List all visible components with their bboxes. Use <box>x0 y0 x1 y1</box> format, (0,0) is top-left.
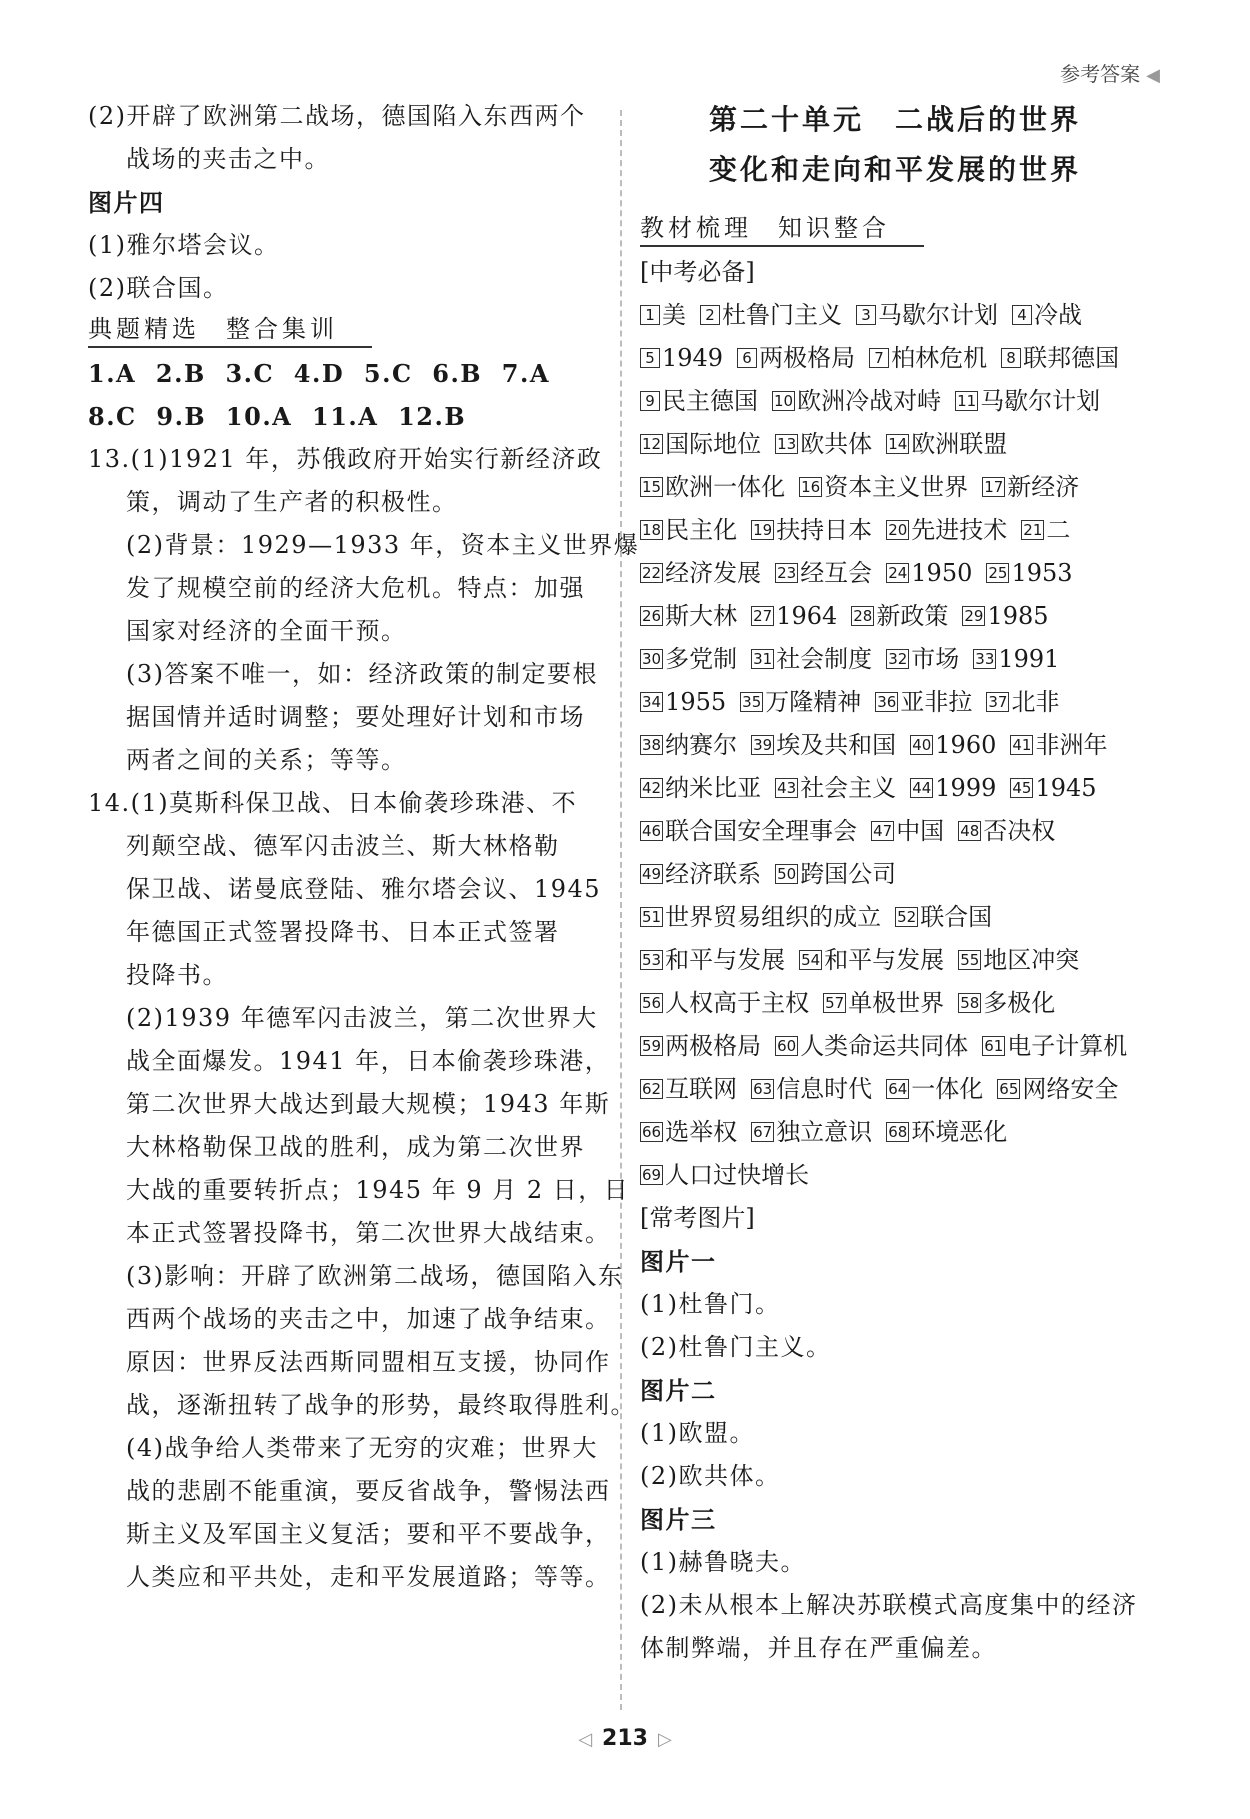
answer-text: 1991 <box>998 645 1060 673</box>
answer-number-box: 46 <box>642 822 662 840</box>
answer-item <box>856 294 998 337</box>
text-line: 体制弊端，并且存在严重偏差。 <box>640 1634 997 1662</box>
answer-number-box: 37 <box>988 693 1008 711</box>
text-line: 国家对经济的全面干预。 <box>126 617 407 645</box>
answer-item <box>751 595 837 638</box>
unit-title-line-1: 第二十单元 二战后的世界 <box>708 103 1081 136</box>
answer-item <box>640 466 785 509</box>
text-line: (2)开辟了欧洲第二战场，德国陷入东西两个 <box>88 102 586 130</box>
section-heading-b: 知识整合 <box>778 214 890 242</box>
answer-text: 电子计算机 <box>1007 1032 1128 1060</box>
page-header <box>1060 58 1160 87</box>
answer-text: 纳赛尔 <box>665 731 738 759</box>
answer-number-box: 44 <box>912 779 932 797</box>
answer-number-box: 53 <box>642 951 662 969</box>
answer-text: 非洲年 <box>1035 731 1108 759</box>
answer-number-box: 68 <box>888 1123 908 1141</box>
text-line: 战场的夹击之中。 <box>126 145 330 173</box>
answer-item <box>740 681 861 724</box>
text-line: 据国情并适时调整；要处理好计划和市场 <box>126 703 585 731</box>
answer-item <box>640 982 809 1025</box>
answer-number-box: 36 <box>877 693 897 711</box>
answer-item <box>640 1025 761 1068</box>
answer-number-box: 45 <box>1012 779 1032 797</box>
answer-number-box: 63 <box>753 1080 773 1098</box>
answer-item <box>997 1068 1118 1111</box>
section-heading-a: 典题精选 <box>88 315 200 343</box>
answer-number-box: 35 <box>742 693 762 711</box>
answer-number-box: 59 <box>642 1037 662 1055</box>
answer-number-box: 6 <box>737 348 757 368</box>
answer-item <box>799 939 944 982</box>
pic4-title: 图片四 <box>88 188 165 217</box>
answer-text: 美 <box>662 301 686 329</box>
text-line: 策，调动了生产者的积极性。 <box>126 488 458 516</box>
section-heading <box>88 312 372 348</box>
answer-text: 冷战 <box>1034 301 1082 329</box>
answer-number-box: 3 <box>856 305 876 325</box>
text-line: (1)杜鲁门。 <box>640 1290 781 1318</box>
answer-item <box>751 638 872 681</box>
answer-number-box: 23 <box>777 564 797 582</box>
answer-item <box>886 509 1007 552</box>
answer-text: 欧洲联盟 <box>911 430 1008 458</box>
section-heading-a: 教材梳理 <box>640 214 752 242</box>
text-line: 西两个战场的夹击之中，加速了战争结束。 <box>126 1305 611 1333</box>
answer-item <box>640 853 761 896</box>
answer-text: 二 <box>1046 516 1071 544</box>
answer-item <box>1010 767 1096 810</box>
answer-item <box>640 552 761 595</box>
answer-item <box>640 423 761 466</box>
answer-text: 1960 <box>935 731 997 759</box>
answer-item <box>640 337 723 380</box>
left-triangle-icon: ◁ <box>578 1729 593 1750</box>
answer-item <box>869 337 987 380</box>
answer-text: 欧洲一体化 <box>665 473 786 501</box>
answer-text: 北非 <box>1011 688 1060 716</box>
answer-text: 马歇尔计划 <box>878 301 998 329</box>
text-line: 发了规模空前的经济大危机。特点：加强 <box>126 574 585 602</box>
answer-text: 经济联系 <box>665 860 762 888</box>
answer-number-box: 38 <box>642 736 662 754</box>
answer-item <box>640 810 857 853</box>
answer-text: 联合国 <box>920 903 993 931</box>
answer-number-box: 1 <box>640 305 660 325</box>
answer-number-box: 4 <box>1012 305 1032 325</box>
section-heading <box>640 211 924 247</box>
answer-text: 中国 <box>896 817 945 845</box>
answer-text: 人权高于主权 <box>665 989 810 1017</box>
answer-item <box>640 294 686 337</box>
text-line: 投降书。 <box>126 961 228 989</box>
section-heading-b: 整合集训 <box>226 315 338 343</box>
question-14 <box>88 782 636 1599</box>
answer-item <box>700 294 842 337</box>
answer-number-box: 16 <box>801 478 821 496</box>
answer-item <box>640 681 726 724</box>
answer-text: 新经济 <box>1007 473 1080 501</box>
answer-number-box: 17 <box>984 478 1004 496</box>
answer-item <box>640 1068 737 1111</box>
answer-number-box: 40 <box>912 736 932 754</box>
text-line: (4)战争给人类带来了无穷的灾难；世界大 <box>126 1434 598 1462</box>
answer-text: 经互会 <box>800 559 873 587</box>
text-line: 大林格勒保卫战的胜利，成为第二次世界 <box>126 1133 585 1161</box>
answer-text: 人类命运共同体 <box>800 1032 969 1060</box>
answer-text: 柏林危机 <box>891 344 988 372</box>
answer-number-box: 30 <box>642 650 662 668</box>
zhongkao-heading: [中考必备] <box>640 258 755 286</box>
text-line: 原因：世界反法西斯同盟相互支援，协同作 <box>126 1348 611 1376</box>
text-line: (3)影响：开辟了欧洲第二战场，德国陷入东 <box>126 1262 624 1290</box>
answer-text: 环境恶化 <box>911 1118 1008 1146</box>
answer-item <box>871 810 944 853</box>
right-triangle-icon: ▷ <box>657 1729 672 1750</box>
text-line: 13.(1)1921 年，苏俄政府开始实行新经济政 <box>88 445 603 473</box>
answer-item <box>886 638 959 681</box>
text-line: 战全面爆发。1941 年，日本偷袭珍珠港， <box>126 1047 611 1075</box>
answer-item <box>886 552 972 595</box>
text-line: 人类应和平共处，走和平发展道路；等等。 <box>126 1563 611 1591</box>
answer-number-box: 50 <box>777 865 797 883</box>
answer-text: 杜鲁门主义 <box>722 301 842 329</box>
answer-number-box: 61 <box>984 1037 1004 1055</box>
text-line: 14.(1)莫斯科保卫战、日本偷袭珍珠港、不 <box>88 789 578 817</box>
answer-item <box>851 595 948 638</box>
answer-text: 1945 <box>1035 774 1097 802</box>
answer-number-box: 34 <box>642 693 662 711</box>
answer-text: 1985 <box>987 602 1049 630</box>
pic2-title: 图片二 <box>640 1376 717 1405</box>
answer-number-box: 57 <box>825 994 845 1012</box>
answer-number-box: 8 <box>1001 348 1021 368</box>
answer-number-box: 43 <box>777 779 797 797</box>
answer-number-box: 14 <box>888 435 908 453</box>
choice-answers-2: 8.C 9.B 10.A 11.A 12.B <box>88 402 467 431</box>
answer-number-box: 24 <box>888 564 908 582</box>
answer-text: 多极化 <box>983 989 1056 1017</box>
answer-text: 民主化 <box>665 516 738 544</box>
answer-number-box: 62 <box>642 1080 662 1098</box>
answer-text: 单极世界 <box>848 989 945 1017</box>
answer-item <box>973 638 1059 681</box>
answer-text: 和平与发展 <box>824 946 945 974</box>
text-line: 斯主义及军国主义复活；要和平不要战争， <box>126 1520 611 1548</box>
answer-text: 扶持日本 <box>776 516 873 544</box>
answer-number-box: 12 <box>642 435 662 453</box>
answer-number-box: 11 <box>957 392 977 410</box>
text-line: 战的悲剧不能重演，要反省战争，警惕法西 <box>126 1477 611 1505</box>
answer-text: 人口过快增长 <box>665 1161 810 1189</box>
right-column <box>640 95 1150 1670</box>
text-line: 本正式签署投降书，第二次世界大战结束。 <box>126 1219 611 1247</box>
answer-text: 社会主义 <box>800 774 897 802</box>
answer-text: 国际地位 <box>665 430 762 458</box>
header-label: 参考答案 <box>1060 62 1141 86</box>
answer-text: 1964 <box>776 602 838 630</box>
question-13 <box>88 438 640 782</box>
text-line: (2)欧共体。 <box>640 1462 781 1490</box>
answer-text: 市场 <box>911 645 960 673</box>
answer-item <box>640 638 737 681</box>
answer-text: 万隆精神 <box>765 688 862 716</box>
answer-number-box: 25 <box>988 564 1008 582</box>
answer-item <box>737 337 855 380</box>
answer-number-box: 52 <box>897 908 917 926</box>
answer-text: 世界贸易组织的成立 <box>665 903 882 931</box>
answer-number-box: 21 <box>1023 521 1043 539</box>
answer-number-box: 5 <box>640 348 660 368</box>
answer-number-box: 69 <box>642 1166 662 1184</box>
unit-title-line-2: 变化和走向和平发展的世界 <box>708 153 1081 186</box>
answer-item <box>640 896 881 939</box>
text-line: 战，逐渐扭转了战争的形势，最终取得胜利。 <box>126 1391 636 1419</box>
answer-text: 经济发展 <box>665 559 762 587</box>
answer-item <box>640 939 785 982</box>
answer-text: 欧共体 <box>800 430 873 458</box>
answer-number-box: 18 <box>642 521 662 539</box>
answer-item <box>640 380 758 423</box>
answer-item <box>640 767 761 810</box>
answer-text: 联邦德国 <box>1023 344 1120 372</box>
answer-item <box>1012 294 1082 337</box>
answer-text: 地区冲突 <box>983 946 1080 974</box>
answer-number-box: 29 <box>964 607 984 625</box>
answer-item <box>640 509 737 552</box>
answer-item <box>751 724 896 767</box>
answer-number-box: 9 <box>640 391 660 411</box>
answer-text: 和平与发展 <box>665 946 786 974</box>
answer-text: 联合国安全理事会 <box>665 817 858 845</box>
header-marker-icon: ◀ <box>1146 65 1160 86</box>
text-line: (1)雅尔塔会议。 <box>88 231 280 259</box>
answer-box-list <box>640 294 1150 1197</box>
answer-number-box: 48 <box>960 822 980 840</box>
answer-item <box>1010 724 1107 767</box>
answer-number-box: 27 <box>753 607 773 625</box>
answer-text: 独立意识 <box>776 1118 873 1146</box>
answer-item <box>958 810 1055 853</box>
answer-item <box>886 423 1007 466</box>
answer-item <box>958 982 1055 1025</box>
answer-text: 1953 <box>1011 559 1073 587</box>
text-line: 保卫战、诺曼底登陆、雅尔塔会议、1945 <box>126 875 602 903</box>
answer-item <box>775 1025 968 1068</box>
answer-number-box: 49 <box>642 865 662 883</box>
answer-text: 两极格局 <box>665 1032 762 1060</box>
answer-number-box: 41 <box>1012 736 1032 754</box>
answer-number-box: 32 <box>888 650 908 668</box>
answer-number-box: 10 <box>774 392 794 410</box>
answer-number-box: 51 <box>642 908 662 926</box>
answer-item <box>775 767 896 810</box>
answer-number-box: 39 <box>753 736 773 754</box>
choice-answers-1: 1.A 2.B 3.C 4.D 5.C 6.B 7.A <box>88 359 550 388</box>
answer-number-box: 19 <box>753 521 773 539</box>
answer-item <box>962 595 1048 638</box>
answer-number-box: 56 <box>642 994 662 1012</box>
text-line: (1)欧盟。 <box>640 1419 755 1447</box>
answer-item <box>982 466 1079 509</box>
answer-text: 马歇尔计划 <box>980 387 1101 415</box>
answer-text: 1950 <box>911 559 973 587</box>
text-line: (2)1939 年德军闪击波兰，第二次世界大 <box>126 1004 598 1032</box>
answer-item <box>640 724 737 767</box>
answer-number-box: 2 <box>700 305 720 325</box>
answer-item <box>886 1111 1007 1154</box>
answer-item <box>886 1068 983 1111</box>
answer-item <box>640 1111 737 1154</box>
answer-text: 亚非拉 <box>900 688 973 716</box>
answer-item <box>775 552 872 595</box>
answer-text: 先进技术 <box>911 516 1008 544</box>
answer-number-box: 33 <box>975 650 995 668</box>
changkao-heading: [常考图片] <box>640 1204 755 1232</box>
text-line: 大战的重要转折点；1945 年 9 月 2 日，日 <box>126 1176 630 1204</box>
answer-number-box: 67 <box>753 1123 773 1141</box>
left-column <box>88 95 640 1599</box>
answer-text: 多党制 <box>665 645 738 673</box>
answer-number-box: 55 <box>960 951 980 969</box>
answer-text: 1955 <box>665 688 727 716</box>
answer-item <box>751 1068 872 1111</box>
answer-text: 资本主义世界 <box>824 473 969 501</box>
answer-item <box>910 767 996 810</box>
answer-text: 信息时代 <box>776 1075 873 1103</box>
answer-text: 民主德国 <box>662 387 758 415</box>
answer-number-box: 28 <box>853 607 873 625</box>
answer-number-box: 66 <box>642 1123 662 1141</box>
text-line: (2)联合国。 <box>88 274 229 302</box>
pic1-title: 图片一 <box>640 1247 717 1276</box>
answer-item <box>895 896 992 939</box>
answer-number-box: 7 <box>869 348 889 368</box>
text-line: (2)杜鲁门主义。 <box>640 1333 832 1361</box>
text-line: (3)答案不唯一，如：经济政策的制定要根 <box>126 660 598 688</box>
answer-item <box>986 552 1072 595</box>
answer-text: 跨国公司 <box>800 860 897 888</box>
pic3-title: 图片三 <box>640 1505 717 1534</box>
answer-item <box>640 595 737 638</box>
answer-text: 新政策 <box>876 602 949 630</box>
answer-text: 网络安全 <box>1022 1075 1119 1103</box>
answer-item <box>875 681 972 724</box>
answer-number-box: 13 <box>777 435 797 453</box>
answer-item <box>1021 509 1070 552</box>
page-number: 213 <box>602 1726 648 1751</box>
answer-item <box>775 853 896 896</box>
answer-item <box>823 982 944 1025</box>
answer-number-box: 65 <box>999 1080 1019 1098</box>
text-line: 年德国正式签署投降书、日本正式签署 <box>126 918 560 946</box>
answer-item <box>775 423 872 466</box>
answer-text: 纳米比亚 <box>665 774 762 802</box>
answer-text: 两极格局 <box>759 344 856 372</box>
answer-number-box: 15 <box>642 478 662 496</box>
answer-item <box>751 1111 872 1154</box>
text-line: 第二次世界大战达到最大规模；1943 年斯 <box>126 1090 611 1118</box>
answer-item <box>772 380 941 423</box>
answer-number-box: 20 <box>888 521 908 539</box>
answer-item <box>955 380 1100 423</box>
answer-text: 1999 <box>935 774 997 802</box>
text-line: (1)赫鲁晓夫。 <box>640 1548 806 1576</box>
answer-item <box>986 681 1059 724</box>
text-line: 列颠空战、德军闪击波兰、斯大林格勒 <box>126 832 560 860</box>
text-line: (2)未从根本上解决苏联模式高度集中的经济 <box>640 1591 1138 1619</box>
answer-number-box: 42 <box>642 779 662 797</box>
answer-text: 1949 <box>662 344 724 372</box>
answer-number-box: 60 <box>777 1037 797 1055</box>
answer-number-box: 47 <box>873 822 893 840</box>
page-footer <box>0 1726 1250 1751</box>
answer-text: 一体化 <box>911 1075 984 1103</box>
answer-number-box: 64 <box>888 1080 908 1098</box>
answer-item <box>1001 337 1119 380</box>
answer-item <box>640 1154 809 1197</box>
answer-text: 埃及共和国 <box>776 731 897 759</box>
answer-number-box: 31 <box>753 650 773 668</box>
text-line: 两者之间的关系；等等。 <box>126 746 407 774</box>
column-divider <box>620 110 622 1710</box>
answer-number-box: 54 <box>801 951 821 969</box>
answer-item <box>799 466 968 509</box>
answer-number-box: 22 <box>642 564 662 582</box>
text-line: (2)背景：1929—1933 年，资本主义世界爆 <box>126 531 640 559</box>
answer-text: 选举权 <box>665 1118 738 1146</box>
answer-text: 斯大林 <box>665 602 738 630</box>
answer-number-box: 58 <box>960 994 980 1012</box>
answer-item <box>910 724 996 767</box>
answer-text: 否决权 <box>983 817 1056 845</box>
answer-text: 互联网 <box>665 1075 738 1103</box>
answer-item <box>751 509 872 552</box>
answer-item <box>982 1025 1127 1068</box>
answer-item <box>958 939 1079 982</box>
answer-text: 社会制度 <box>776 645 873 673</box>
answer-text: 欧洲冷战对峙 <box>797 387 942 415</box>
answer-number-box: 26 <box>642 607 662 625</box>
